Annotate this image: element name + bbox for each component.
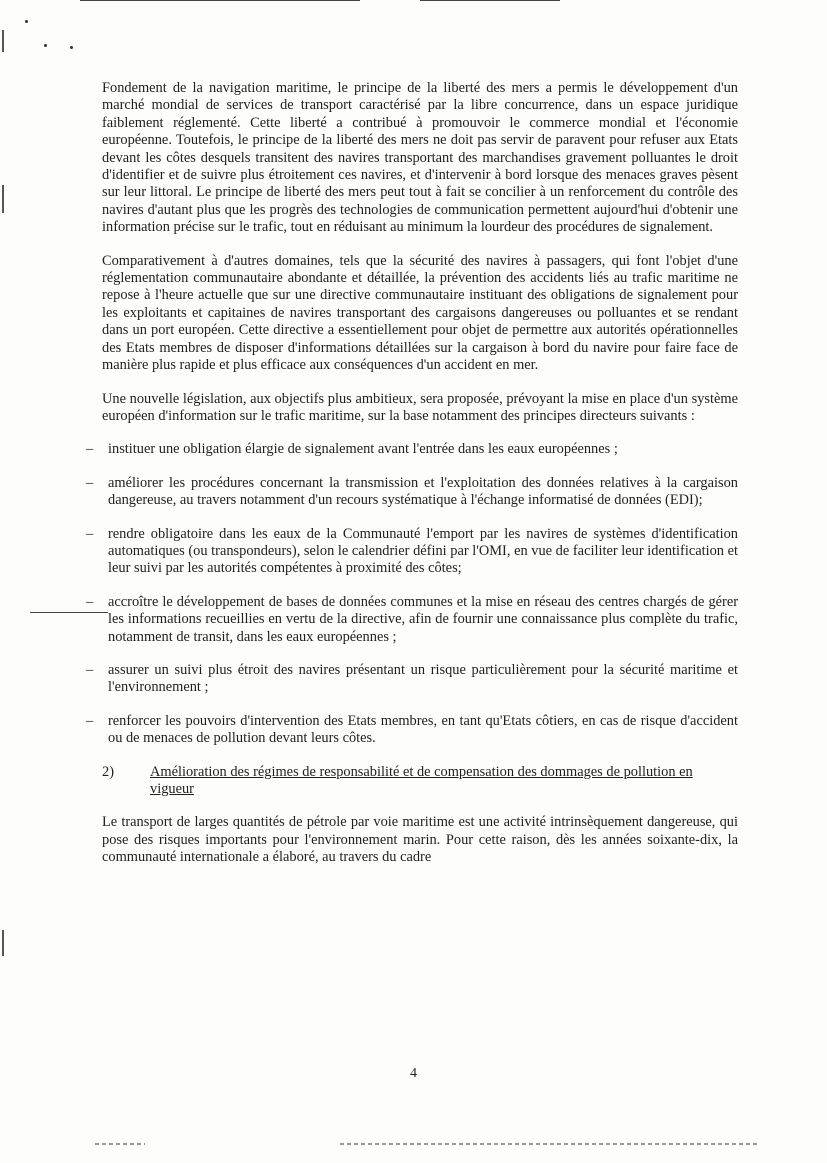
top-edge-line xyxy=(80,0,360,1)
page-number: 4 xyxy=(410,1066,417,1081)
principles-list xyxy=(102,441,738,747)
scan-speck xyxy=(44,44,47,47)
list-item: – renforcer les pouvoirs d'intervention des Etats membres, en tant qu'Etats côtiers, en cas de risque d'accident ou de menaces de pollution devant leurs côtes. xyxy=(102,713,738,748)
top-edge-line xyxy=(420,0,560,1)
list-item: – rendre obligatoire dans les eaux de la Communauté l'emport par les navires de systèmes d'identification automatiques (ou transpondeurs), selon le calendrier défini par l'OMI, en vue de faciliter leur identification et leur suivi par les autorités compétentes à proximité des côtes; xyxy=(102,526,738,578)
paragraph-nouvelle-legislation: Une nouvelle législation, aux objectifs plus ambitieux, sera proposée, prévoyant la mise en place d'un système européen d'information sur le trafic maritime, sur la base notamment des principes directeurs suivants : xyxy=(102,390,738,424)
left-edge-mark xyxy=(2,185,4,213)
scan-speck xyxy=(70,46,73,49)
list-item: – accroître le développement de bases de données communes et la mise en réseau des centres chargés de gérer les informations recueillies en vertu de la directive, afin de fournir une connaissance plus complète du trafic, notamment de transit, dans les eaux européennes ; xyxy=(102,594,738,646)
footer-fax-noise xyxy=(95,1143,145,1145)
scan-speck xyxy=(25,20,28,23)
left-edge-mark xyxy=(2,30,4,52)
stray-strike-line xyxy=(30,612,108,613)
paragraph-comparativement: Comparativement à d'autres domaines, tels que la sécurité des navires à passagers, qui font l'objet d'une réglementation communautaire abondante et détaillée, la prévention des accidents liés au trafic maritime ne repose à l'heure actuelle que sur une directive communautaire instituant des obligations de signalement pour les exploitants et capitaines de navires transportant des cargaisons dangereuses ou polluantes et se rendant dans un port européen. Cette directive a essentiellement pour objet de permettre aux autorités opérationnelles des Etats membres de disposer d'informations détaillées sur la cargaison à bord du navire pour faire face de manière plus rapide et plus efficace aux conséquences d'un accident en mer. xyxy=(102,252,738,374)
paragraph-liberte-des-mers: Fondement de la navigation maritime, le principe de la liberté des mers a permis le développement d'un marché mondial de services de transport caractérisé par la libre concurrence, dans un espace juridique faiblement réglementé. Cette liberté a contribué à promouvoir le commerce mondial et l'économie européenne. Toutefois, le principe de la liberté des mers ne doit pas servir de paravent pour refuser aux Etats devant les côtes desquels transitent des navires transportant des marchandises gravement polluantes le droit d'identifier et de suivre plus étroitement ces navires, et d'intervenir à bord lorsque des menaces graves pèsent sur leur littoral. Le principe de liberté des mers peut tout à fait se concilier à un renforcement du contrôle des navires d'autant plus que les progrès des technologies de communication permettent aujourd'hui d'obtenir une information précise sur le trafic, tout en réduisant au minimum la lourdeur des procédures de signalement. xyxy=(102,80,738,236)
section-number: 2) xyxy=(102,763,114,780)
section-title: Amélioration des régimes de responsabilité et de compensation des dommages de pollution en vigueur xyxy=(150,763,693,797)
list-item: – instituer une obligation élargie de signalement avant l'entrée dans les eaux européennes ; xyxy=(102,441,738,458)
left-edge-mark xyxy=(2,930,4,956)
list-item: – assurer un suivi plus étroit des navires présentant un risque particulièrement pour la sécurité maritime et l'environnement ; xyxy=(102,662,738,697)
list-item: – améliorer les procédures concernant la transmission et l'exploitation des données relatives à la cargaison dangereuse, au travers notamment d'un recours systématique à l'échange informatisé de données (EDI); xyxy=(102,475,738,510)
footer-fax-noise xyxy=(340,1143,760,1145)
document-body xyxy=(102,80,738,881)
paragraph-transport-petrole: Le transport de larges quantités de pétrole par voie maritime est une activité intrinsèquement dangereuse, qui pose des risques importants pour l'environnement marin. Pour cette raison, dès les années soixante-dix, la communauté internationale a élaboré, au travers du cadre xyxy=(102,814,738,866)
section-heading xyxy=(102,764,738,799)
